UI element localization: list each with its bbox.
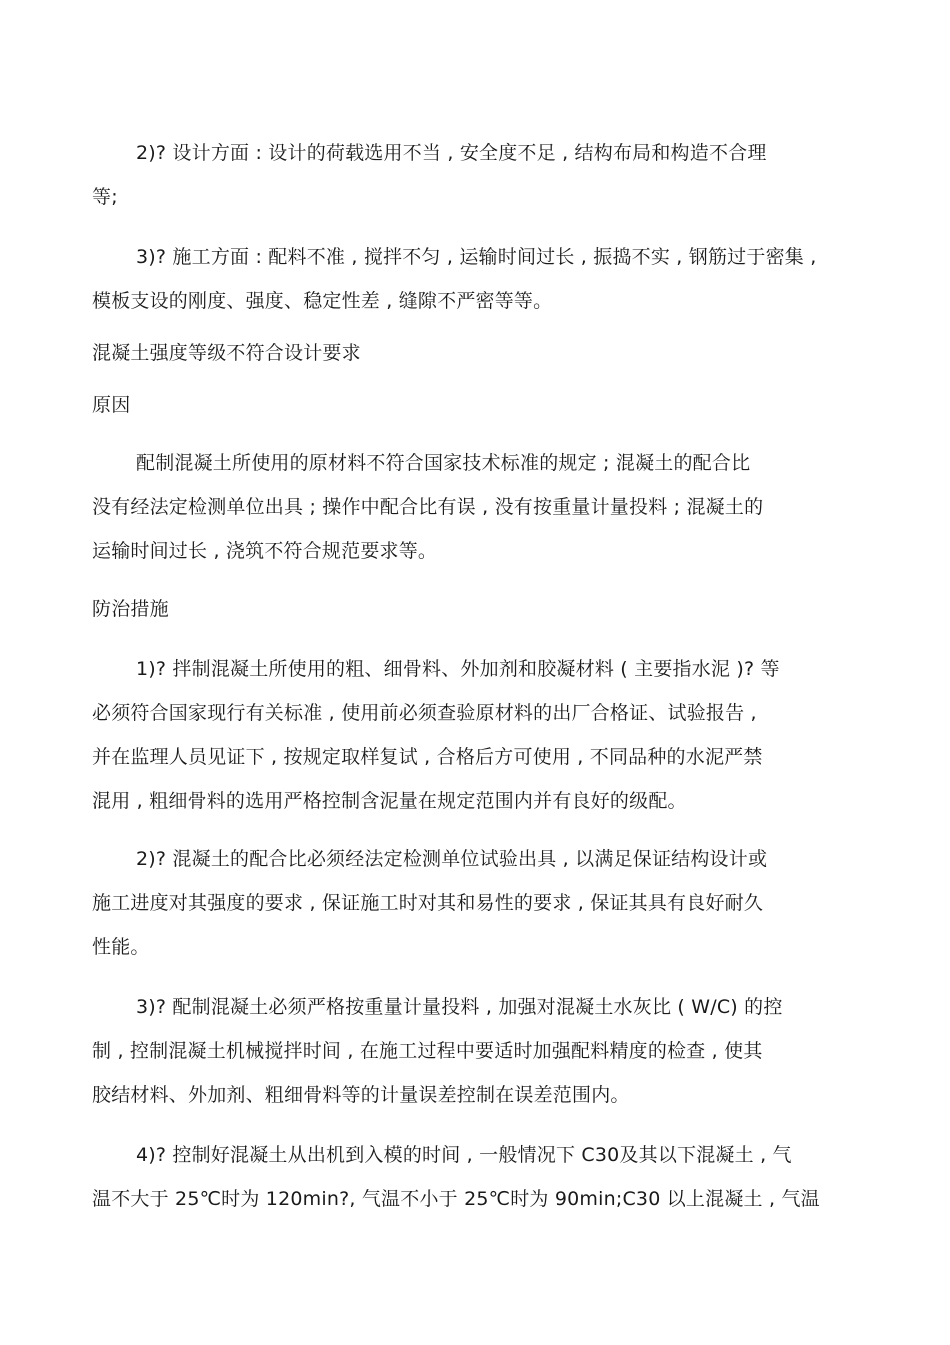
heading-strength: 混凝土强度等级不符合设计要求	[92, 342, 361, 364]
para-construction-line-2: 模板支设的刚度、强度、稳定性差 , 缝隙不严密等等。	[92, 290, 553, 312]
para-measure-1-line-2: 必须符合国家现行有关标准 , 使用前必须查验原材料的出厂合格证、试验报告 ,	[92, 702, 757, 724]
para-cause-line-3: 运输时间过长 , 浇筑不符合规范要求等。	[92, 540, 438, 562]
para-measure-4-line-2: 温不大于 25℃时为 120min?, 气温不小于 25℃时为 90min;C30 以上混凝土 , 气温	[92, 1188, 820, 1210]
para-measure-2-line-1: 2)? 混凝土的配合比必须经法定检测单位试验出具 , 以满足保证结构设计或	[136, 848, 768, 870]
para-measure-3-line-3: 胶结材料、外加剂、粗细骨料等的计量误差控制在误差范围内。	[92, 1084, 630, 1106]
para-design-line-2: 等;	[92, 186, 118, 208]
para-design-line-1: 2)? 设计方面 : 设计的荷载选用不当 , 安全度不足 , 结构布局和构造不合理	[136, 142, 767, 164]
heading-cause: 原因	[92, 394, 131, 416]
para-construction-line-1: 3)? 施工方面 : 配料不准 , 搅拌不匀 , 运输时间过长 , 振捣不实 , 钢筋过于密集 ,	[136, 246, 817, 268]
para-measure-3-line-2: 制 , 控制混凝土机械搅拌时间 , 在施工过程中要适时加强配料精度的检查 , 使其	[92, 1040, 763, 1062]
para-measure-1-line-4: 混用 , 粗细骨料的选用严格控制含泥量在规定范围内并有良好的级配。	[92, 790, 687, 812]
para-measure-4-line-1: 4)? 控制好混凝土从出机到入模的时间 , 一般情况下 C30及其以下混凝土 , 气	[136, 1144, 792, 1166]
heading-measures: 防治措施	[92, 598, 169, 620]
para-cause-line-1: 配制混凝土所使用的原材料不符合国家技术标准的规定 ; 混凝土的配合比	[136, 452, 751, 474]
para-measure-1-line-3: 并在监理人员见证下 , 按规定取样复试 , 合格后方可使用 , 不同品种的水泥严禁	[92, 746, 763, 768]
para-measure-2-line-2: 施工进度对其强度的要求 , 保证施工时对其和易性的要求 , 保证其具有良好耐久	[92, 892, 764, 914]
para-cause-line-2: 没有经法定检测单位出具 ; 操作中配合比有误 , 没有按重量计量投料 ; 混凝土的	[92, 496, 764, 518]
para-measure-1-line-1: 1)? 拌制混凝土所使用的粗、细骨料、外加剂和胶凝材料 ( 主要指水泥 )? 等	[136, 658, 780, 680]
para-measure-2-line-3: 性能。	[92, 936, 150, 958]
para-measure-3-line-1: 3)? 配制混凝土必须严格按重量计量投料 , 加强对混凝土水灰比 ( W/C) 的控	[136, 996, 783, 1018]
